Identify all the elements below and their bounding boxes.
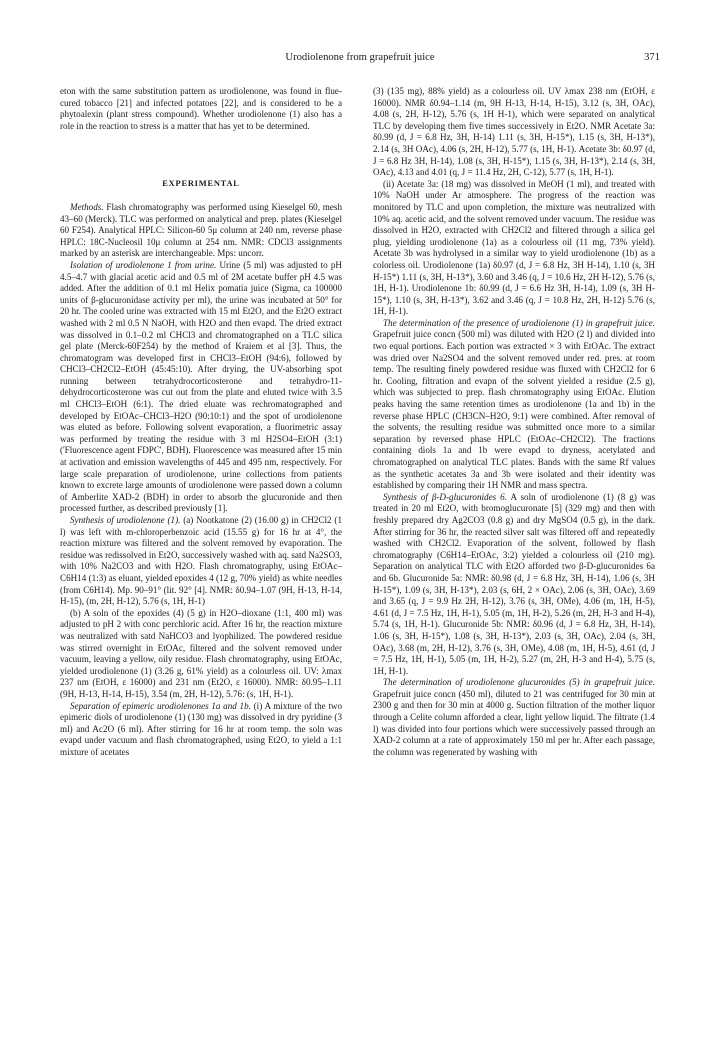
- synthesis-paragraph: [60, 515, 342, 608]
- methods-lead: Methods.: [70, 201, 104, 212]
- synthesis-lead: Synthesis of urodiolenone (1).: [70, 515, 181, 525]
- glucuronides-determination-lead: The determination of urodiolenone glucuronides (5) in grapefruit juice.: [383, 677, 655, 688]
- determination-body: Grapefruit juice concn (500 ml) was diluted with H2O (2 l) and divided into two equal portions. Each portion was extracted × 3 with EtOAc. The extract was dried over Na2SO4 and the solvent removed under red. pres. at room temp. The resulting finely powdered residue was fluxed with CH2Cl2 for 6 hr. Cooling, filtration and evapn of the solvent yielded a residue (2.5 g), which was subjected to prep. flash chromatography using EtOAc. Elution peaks having the same retention times as urodiolenone (1a and 1b) in the reverse phase HPLC (CH3CN–H2O, 9:1) were combined. After removal of the solvents, the resulting residue was submitted once more to a similar separation by reversed phase HPLC (EtOAc–CH2Cl2). The fractions containing diols 1a and 1b were evapd to dryness, acetylated and chromatographed on analytical TLC plates. Bands with the same Rf values as the synthetic acetates 3a and 3b were isolated and their identity was established by comparing their 1H NMR and mass spectra.: [373, 329, 655, 491]
- glucuronides-determination-body: Grapefruit juice concn (450 ml), diluted to 21 was centrifuged for 30 min at 2300 g and then for 30 min at 4000 g. Suction filtration of the mother liquor through a Celite column afforded a clear, light yellow liquid. The filtrate (1.4 l) was divided into four portions which were successively passed through an XAD-2 column at a rate of approximately 150 ml per hr. After each passage, the column was regenerated by washing with: [373, 688, 655, 757]
- continuation-paragraph: (3) (135 mg), 88% yield) as a colourless oil. UV λmax 238 nm (EtOH, ε 16000). NMR δ0.94–1.14 (m, 9H H-13, H-14, H-15), 3.12 (s, 3H, OAc), 4.08 (s, 2H, H-12), 5.76 (s, 1H H-1), which were separated on analytical TLC by developing them five times successively in Et2O. NMR Acetate 3a: δ0.99 (d, J = 6.8 Hz, 3H, H-14) 1.11 (s, 3H, H-15*), 1.15 (s, 3H, H-13*), 2.14 (s, 3H OAc), 4.06 (s, 2H, H-12), 5.77 (s, 1H, H-1). Acetate 3b: δ0.97 (d, J = 6.8 Hz 3H, H-14), 1.08 (s, 3H, H-15*), 1.15 (s, 3H, H-13*), 2.14 (s, 3H, OAc), 4.13 and 4.01 (q, J = 11.4 Hz, 2H, C-12), 5.77 (s, 1H, H-1).: [373, 86, 655, 178]
- isolation-lead: Isolation of urodiolenone 1 from urine.: [70, 259, 217, 270]
- methods-paragraph: [60, 202, 342, 260]
- separation-body: (i) A mixture of the two epimeric diols of urodiolenone (1) (130 mg) was dissolved in dry pyridine (3 ml) and Ac2O (6 ml). After stirring for 16 hr at room temp. the soln was evapd under vacuum and flash chromatographed, using Et2O, to yield a 1:1 mixture of acetates: [60, 700, 343, 757]
- isolation-paragraph: [60, 260, 342, 515]
- page-number: 371: [644, 52, 660, 63]
- running-title: Urodiolenone from grapefruit juice: [285, 52, 435, 63]
- methods-body: Flash chromatography was performed using Kieselgel 60, mesh 43–60 (Merck). TLC was performed on analytical and prep. plates (Kieselgel 60 F254). Analytical HPLC: Silicon-60 5μ column at 240 nm, reverse phase HPLC: 18C-Nucleosil 10μ column at 254 nm. NMR: CDCl3 assignments marked by an asterisk are interchangeable. Mps: uncorr.: [60, 201, 342, 259]
- left-column: [60, 86, 342, 758]
- right-column: [373, 86, 655, 758]
- separation-paragraph: [60, 701, 342, 759]
- intro-paragraph: eton with the same substitution pattern as urodiolenone, was found in flue-cured tobacco [21] and infected potatoes [22], and is considered to be a phytoalexin (plant stress compound). Whether urodiolenone (1) also has a role in the reaction to stress is a matter that has yet to be determined.: [60, 86, 342, 131]
- synthesis-b-paragraph: (b) A soln of the epoxides (4) (5 g) in H2O–dioxane (1:1, 400 ml) was adjusted to pH 2 with conc perchloric acid. After 16 hr, the reaction mixture was neutralized with satd NaHCO3 and lyophilized. The powdered residue was stirred overnight in EtOAc, filtered and the solvent removed under vacuum, leaving a yellow, oily residue. Flash chromatography, using EtOAc, yielded urodiolenone (1) (3.26 g, 61% yield) as a colourless oil. UV: λmax 237 nm (EtOH, ε 16000) and 231 nm (Et2O, ε 16000). NMR: δ0.95–1.11 (9H, H-13, H-14, H-15), 3.54 (m, 2H, H-12), 5.76: (s, 1H, H-1).: [60, 607, 342, 699]
- glucuronides-paragraph: [373, 492, 655, 678]
- determination-lead: The determination of the presence of urodiolenone (1) in grapefruit juice.: [383, 317, 655, 328]
- separation-lead: Separation of epimeric urodiolenones 1a and 1b.: [70, 700, 251, 711]
- part-ii-paragraph: (ii) Acetate 3a: (18 mg) was dissolved in MeOH (1 ml), and treated with 10% NaOH under Ar atmosphere. The progress of the reaction was monitored by TLC and upon completion, the mixture was neutralized with 10% aq. acetic acid, and the solvent removed under vacuum. The residue was dissolved in H2O, extracted with CH2Cl2 and filtered through a silica gel plug, yielding urodiolenone (1a) as a colourless oil (11 mg, 73% yield). Acetate 3b was hydrolysed in a similar way to yield urodiolenone (1b) as a colorless oil. Urodiolenone (1a) δ0.97 (d, J = 6.8 Hz, 3H H-14), 1.10 (s, 3H H-15*) 1.11 (s, 3H, H-13*), 3.60 and 3.46 (q, J = 10.6 Hz, 2H H-12), 5.76 (s, 1H, H-1). Urodiolenone 1b: δ0.99 (d, J = 6.6 Hz 3H, H-14), 1.09 (s, 3H H-15*), 1.10 (s, 3H, H-13*), 3.62 and 3.46 (q, J = 10.8 Hz, 2H, H-12) 5.76 (s, 1H, H-1).: [373, 178, 655, 317]
- section-heading-experimental: EXPERIMENTAL: [162, 179, 240, 189]
- glucuronides-body: A soln of urodiolenone (1) (8 g) was treated in 20 ml Et2O, with bromoglucuronate [5] (329 mg) and then with freshly prepared dry Ag2CO3 (0.8 g) and dry MgSO4 (0.5 g), in the dark. After stirring for 36 hr, the reacted silver salt was filtered off and repeatedly washed with CH2Cl2. Evaporation of the solvent, followed by flash chromatography (C6H14–EtOAc, 3:2) yielded a colourless oil (210 mg). Separation on analytical TLC with Et2O afforded two β-D-glucuronides 6a and 6b. Glucuronide 5a: NMR: δ0.98 (d, J = 6.8 Hz, 3H, H-14), 1.06 (s, 3H H-15*), 1.09 (s, 3H, H-13*), 2.03 (s, 6H, 2 × OAc), 2.06 (s, 3H, OAc), 3.69 and 3.65 (q, J = 9.9 Hz 2H, H-12), 3.76 (s, 3H, OMe), 4.06 (m, 1H, H-5), 4.61 (d, J = 7.5 Hz, 1H, H-1), 5.05 (m, 1H, H-2), 5.26 (m, 2H, H-3 and H-4), 5.74 (s, 1H, H-1). Glucuronide 5b: NMR: δ0.96 (d, J = 6.8 Hz, 3H, H-14), 1.06 (s, 3H, H-15*), 1.08 (s, 3H, H-13*), 2.03 (s, 3H, OAc), 2.04 (s, 3H, OAc), 3.68 (m, 2H, H-12), 3.76 (s, 3H, OMe), 4.08 (m, 1H, H-5), 4.61 (d, J = 7.5 Hz, 1H, H-1), 5.05 (m, 1H, H-2), 5.27 (m, 2H, H-3 and H-4), 5.75 (s, 1H, H-1).: [373, 491, 656, 676]
- isolation-body: Urine (5 ml) was adjusted to pH 4.5–4.7 with glacial acetic acid and 0.5 ml of 2M acetate buffer pH 4.5 was added. After the addition of 0.1 ml Helix pomatia juice (Sigma, ca 100000 units of β-glucuronidase activity per ml), the urine was incubated at 50° for 20 hr. The cooled urine was extracted with 15 ml Et2O, and the Et2O extract washed with 2 ml 0.5 N NaOH, with H2O and then evapd. The dried extract was dissolved in 0.1–0.2 ml CHCl3 and chromatographed on a TLC silica gel plate (Merck-60F254) by the method of Kraiem et al [3]. Thus, the chromatogram was developed first in CHCl3–EtOH (94:6), followed by CHCl3–CH2Cl2–EtOH (45:45:10). After drying, the UV-absorbing spot running between tetrahydrocorticosterone and tetrahydro-11-dehydrocorticosterone was cut out from the plate and eluted twice with 3.5 ml CHCl3–EtOH (6:1). The dried eluate was rechromatographed and developed by EtOAc–CHCl3–H2O (90:10:1) and the spot of urodiolenone was eluted as before. Following solvent evaporation, a fluorimetric assay was performed by treating the residue with 3 ml H2SO4–EtOH (3:1) ('Fluorescence agent FDPC', BDH). Fluorescence was measured after 15 min at activation and emission wavelengths of 445 and 495 nm, respectively. For large scale preparation of urodiolenone, urine collections from patients known to excrete large amounts of urodiolenone were passed down a column of Amberlite XAD-2 (BDH) in order to absorb the glucuronide and then processed further, as described previously [1].: [60, 259, 342, 514]
- determination-paragraph: [373, 318, 655, 492]
- running-header: [60, 52, 660, 68]
- glucuronides-lead: Synthesis of β-D-glucuronides 6.: [383, 491, 507, 502]
- synthesis-body: (a) Nootkatone (2) (16.00 g) in CH2Cl2 (1 l) was left with m-chloroperbenzoic acid (15.55 g) for 16 hr at 4°, the reaction mixture was filtered and the solvent removed by evaporation. The residue was redissolved in Et2O, successively washed with aq. satd Na2SO3, with 10% Na2CO3 and with H2O. Flash chromatography, using EtOAc–C6H14 (1:3) as eluant, yielded epoxides 4 (12 g, 70% yield) as white needles (from C6H14). Mp. 90–91° (lit. 92° [4]. NMR: δ0.94–1.07 (9H, H-13, H-14, H-15), (m, 2H, H-12), 5.76 (s, 1H, H-1): [60, 515, 342, 607]
- glucuronides-determination-paragraph: [373, 677, 655, 758]
